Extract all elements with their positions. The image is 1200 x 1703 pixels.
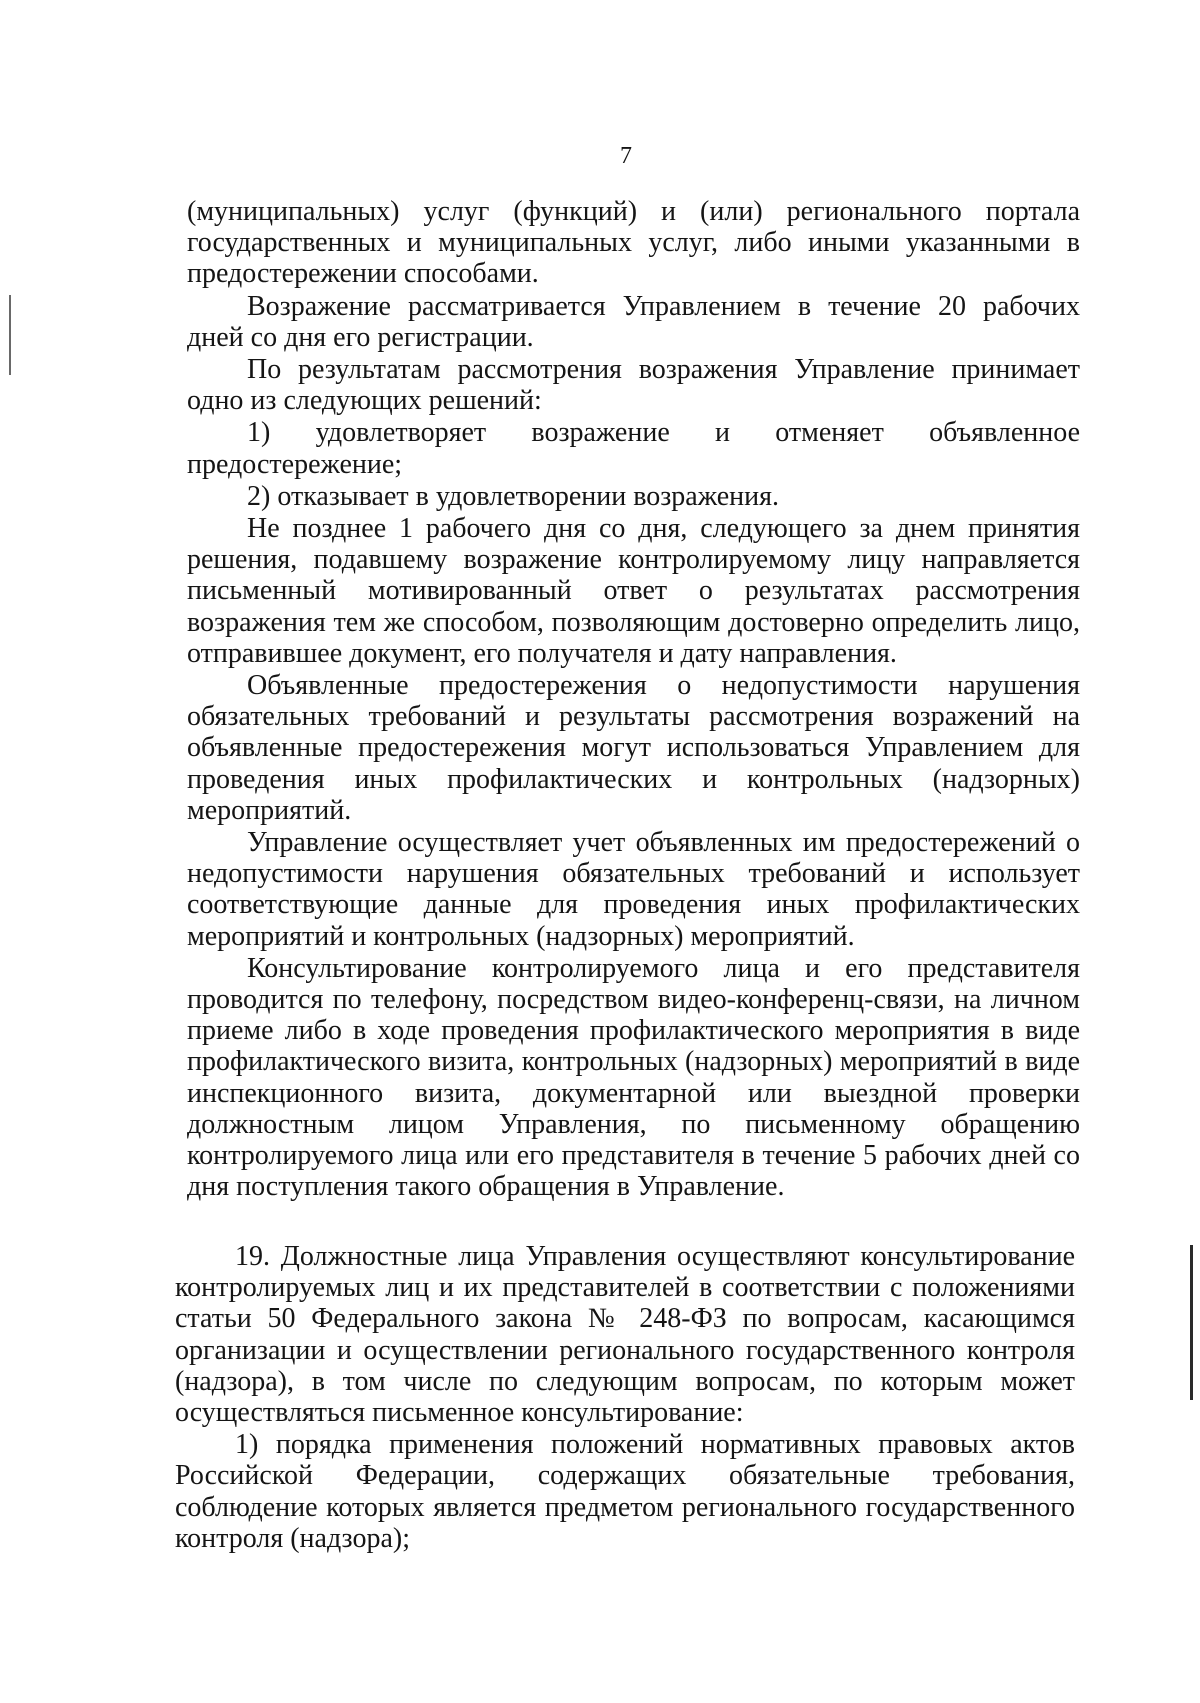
paragraph: 19. Должностные лица Управления осуществляют консультирование контролируемых лиц и их представителей в соответствии с положениями статьи 50 Федерального закона № 248-ФЗ по вопросам, касающимся организации и осуществлении регионального государственного контроля (надзора), в том числе по следующим вопросам, по которым может осуществляться письменное консультирование:	[175, 1241, 1075, 1429]
paragraph: (муниципальных) услуг (функций) и (или) регионального портала государственных и муниципальных услуг, либо иными указанными в предостережении способами.	[187, 196, 1080, 290]
paragraph: Консультирование контролируемого лица и его представителя проводится по телефону, посредством видео-конференц-связи, на личном приеме либо в ходе проведения профилактического мероприятия в виде профилактического визита, контрольных (надзорных) мероприятий в виде инспекционного визита, документарной или выездной проверки должностным лицом Управления, по письменному обращению контролируемого лица или его представителя в течение 5 рабочих дней со дня поступления такого обращения в Управление.	[187, 952, 1080, 1203]
document-body-lower	[175, 1241, 1075, 1554]
list-item: 2) отказывает в удовлетворении возражения.	[247, 480, 779, 512]
paragraph: Возражение рассматривается Управлением в течение 20 рабочих дней со дня его регистрации.	[187, 290, 1080, 353]
list-item: 1) порядка применения положений нормативных правовых актов Российской Федерации, содержащих обязательные требования, соблюдение которых является предметом регионального государственного контроля (надзора);	[175, 1429, 1075, 1554]
paragraph: По результатам рассмотрения возражения Управление принимает одно из следующих решений:	[187, 354, 1080, 417]
paragraph: Не позднее 1 рабочего дня со дня, следующего за днем принятия решения, подавшему возражение контролируемому лицу направляется письменный мотивированный ответ о результатах рассмотрения возражения тем же способом, позволяющим достоверно определить лицо, отправившее документ, его получателя и дату направления.	[187, 513, 1080, 669]
page-number: 7	[620, 143, 632, 169]
scan-edge-mark	[9, 295, 11, 375]
list-item: 1) удовлетворяет возражение и отменяет объявленное предостережение;	[187, 417, 1080, 480]
paragraph: Объявленные предостережения о недопустимости нарушения обязательных требований и результаты рассмотрения возражений на объявленные предостережения могут использоваться Управлением для проведения иных профилактических и контрольных (надзорных) мероприятий.	[187, 670, 1080, 826]
document-body-upper	[187, 196, 1080, 1203]
scan-edge-mark	[1190, 1245, 1193, 1400]
paragraph: Управление осуществляет учет объявленных им предостережений о недопустимости нарушения обязательных требований и использует соответствующие данные для проведения иных профилактических мероприятий и контрольных (надзорных) мероприятий.	[187, 827, 1080, 952]
